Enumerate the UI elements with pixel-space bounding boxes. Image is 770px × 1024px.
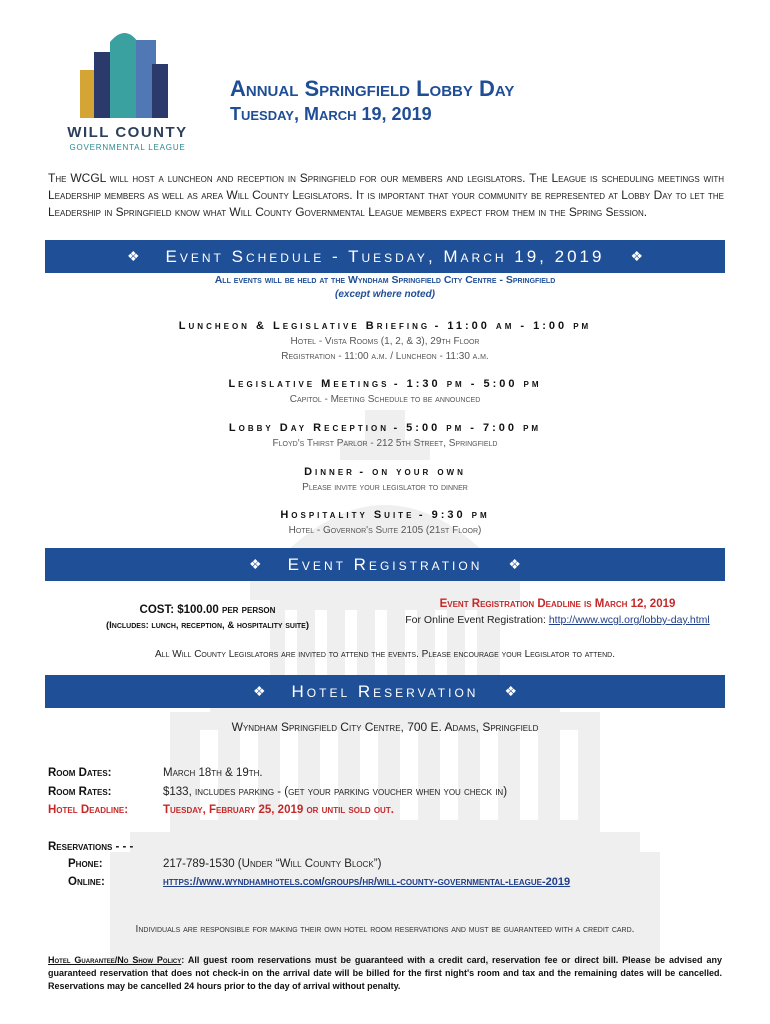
event-detail: Please invite your legislator to dinner [302, 482, 468, 493]
hotel-booking-link[interactable]: https://www.wyndhamhotels.com/groups/hr/will-county-governmental-league-2019 [163, 876, 571, 888]
event-name: Dinner [304, 466, 355, 478]
event-reception [45, 418, 725, 451]
event-dinner [45, 462, 725, 495]
room-dates: March 18th & 19th. [163, 767, 263, 779]
hotel-banner-label: Hotel Reservation [291, 681, 479, 701]
event-time: - 9:30 pm [418, 509, 490, 521]
diamond-icon: ❖ [504, 683, 518, 699]
registration-banner [45, 548, 725, 581]
event-luncheon [45, 316, 725, 364]
registration-deadline: Event Registration Deadline is March 12, 2019 [439, 598, 676, 610]
event-detail: Registration - 11:00 a.m. / Luncheon - 11:30 a.m. [281, 351, 489, 362]
venue-sub: (except where noted) [334, 289, 436, 300]
event-time: - 11:00 am - 1:00 pm [434, 320, 592, 332]
intro-paragraph: The WCGL will host a luncheon and reception in Springfield for our members and legislators. The League is scheduling meetings with Leadership members as well as area Will County Legislators. It is important that your community be represented at Lobby Day to let the Leadership in Springfield know what Will County Governmental League members expect from them in the Spring Session. [48, 171, 725, 219]
diamond-icon: ❖ [508, 556, 521, 572]
hotel-deadline: Tuesday, February 25, 2019 or until sold out. [163, 804, 394, 816]
reservations-label: Reservations - - - [48, 841, 134, 853]
venue-note: All events will be held at the Wyndham Springfield City Centre - Springfield [214, 274, 556, 286]
logo-subtitle: GOVERNMENTAL LEAGUE [69, 143, 186, 152]
wcgl-logo-icon [80, 30, 172, 118]
cost: COST: $100.00 per person [139, 604, 276, 616]
event-name: Luncheon & Legislative Briefing [178, 320, 431, 332]
no-show-policy [48, 954, 722, 993]
event-detail: Hotel - Vista Rooms (1, 2, & 3), 29th Floor [290, 336, 480, 347]
individuals-note: Individuals are responsible for making their own hotel room reservations and must be guaranteed with a credit card. [135, 924, 635, 935]
schedule-banner [45, 240, 725, 273]
hotel-deadline-label: Hotel Deadline: [48, 804, 129, 816]
diamond-icon: ❖ [249, 556, 262, 572]
phone-label: Phone: [68, 858, 103, 870]
cost-includes: (Includes: lunch, reception, & hospitality suite) [105, 620, 309, 631]
diamond-icon: ❖ [126, 248, 140, 264]
hotel-address: Wyndham Springfield City Centre, 700 E. Adams, Springfield [231, 720, 539, 734]
page-title: Annual Springfield Lobby Day [230, 76, 515, 101]
policy-label: Hotel Guarantee/No Show Policy [48, 955, 182, 965]
event-time: - 5:00 pm - 7:00 pm [393, 422, 542, 434]
legislators-note: All Will County Legislators are invited to attend the events. Please encourage your Legislator to attend. [155, 649, 615, 660]
event-detail: Capitol - Meeting Schedule to be announced [289, 394, 481, 405]
online-registration-label: For Online Event Registration: [405, 614, 546, 626]
policy-text: : All guest room reservations must be guaranteed with a credit card, reservation fee or direct bill. Please be advised any guaranteed reservation that does not check-in on the arrival date will be billed for the first night's room and tax and the remaining dates will be cancelled. Reservations may be cancelled 24 hours prior to the day of arrival without penalty. [48, 955, 722, 991]
diamond-icon: ❖ [630, 248, 644, 264]
event-time: - 1:30 pm - 5:00 pm [393, 378, 542, 390]
event-legislative-meetings [45, 374, 725, 407]
event-name: Legislative Meetings [228, 378, 390, 390]
registration-link[interactable]: http://www.wcgl.org/lobby-day.html [548, 614, 710, 626]
schedule-banner-label: Event Schedule - Tuesday, March 19, 2019 [165, 246, 605, 266]
event-name: Lobby Day Reception [228, 422, 389, 434]
event-name: Hospitality Suite [280, 509, 415, 521]
room-dates-label: Room Dates: [48, 767, 112, 779]
online-label: Online: [68, 876, 105, 888]
room-rates-label: Room Rates: [48, 786, 112, 798]
room-rates: $133, includes parking - (get your parking voucher when you check in) [163, 786, 508, 798]
hotel-banner [45, 675, 725, 708]
event-time: - on your own [359, 466, 466, 478]
phone: 217-789-1530 (Under “Will County Block”) [163, 858, 382, 870]
online-registration [395, 614, 720, 627]
logo-name: WILL COUNTY [67, 124, 188, 141]
page-subtitle: Tuesday, March 19, 2019 [230, 104, 432, 124]
registration-banner-label: Event Registration [287, 554, 483, 574]
diamond-icon: ❖ [252, 683, 266, 699]
event-hospitality [45, 505, 725, 538]
event-detail: Hotel - Governor's Suite 2105 (21st Floor) [288, 525, 482, 536]
event-detail: Floyd's Thirst Parlor - 212 5th Street, Springfield [272, 438, 498, 449]
